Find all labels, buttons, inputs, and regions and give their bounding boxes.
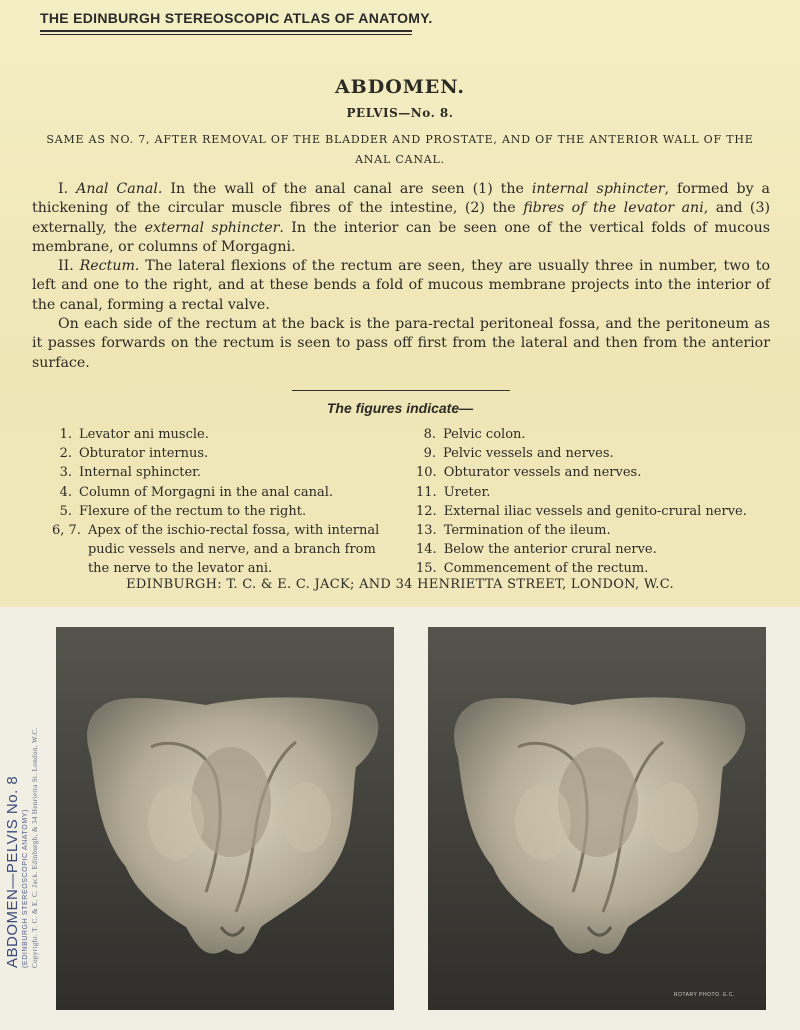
legend-number: 9.: [423, 446, 436, 462]
pelvis-specimen-image: [428, 627, 766, 1010]
legend-list-right: [416, 425, 786, 579]
body-text: [32, 180, 770, 373]
paragraph-text: . In the interior can be seen one of the vertical folds of mucous membrane, or columns of Morgagni.: [32, 219, 770, 255]
legend-item: [52, 463, 397, 482]
legend-text: External iliac vessels and genito-crural nerve.: [443, 503, 747, 519]
legend-item: [416, 540, 786, 559]
photo-credit: ROTARY PHOTO. E.C.: [674, 992, 735, 998]
legend-item: [52, 425, 397, 444]
section-number: I.: [58, 181, 77, 197]
legend-text: Below the anterior crural nerve.: [443, 542, 657, 558]
legend-text: Flexure of the rectum to the right.: [79, 503, 307, 519]
legend-item: [416, 483, 786, 502]
paragraph-text: , and (3) externally, the: [32, 200, 771, 236]
pelvis-specimen-image: [56, 627, 394, 1010]
legend-list-left: [52, 425, 397, 579]
legend-item: [416, 502, 786, 521]
section-divider: [292, 390, 510, 391]
legend-text: Apex of the ischio-rectal fossa, with internal pudic vessels and nerve, and a branch from the nerve to the levator ani.: [87, 523, 380, 577]
legend-number: 11.: [416, 484, 437, 500]
stereo-photo-right: [428, 627, 766, 1010]
legend-item: [416, 425, 786, 444]
page-subtitle: PELVIS—No. 8.: [346, 106, 454, 120]
paragraph-peritoneum: On each side of the rectum at the back is the para-rectal peritoneal fossa, and the peritoneum as it passes forwards on the rectum is seen to pass off first from the lateral and then from the anterior surface.: [32, 316, 770, 371]
legend-item: [52, 502, 397, 521]
legend-item: [52, 444, 397, 463]
legend-number: 3.: [59, 465, 72, 481]
legend-text: Column of Morgagni in the anal canal.: [79, 484, 334, 500]
legend-text: Ureter.: [443, 484, 491, 500]
legend-number: 2.: [59, 446, 72, 462]
term-external-sphincter: external sphincter: [144, 219, 280, 236]
side-title: ABDOMEN—PELVIS No. 8: [4, 775, 21, 968]
legend-item: [416, 521, 786, 540]
section-heading: Rectum.: [79, 258, 140, 275]
paragraph-rectum: [32, 257, 770, 315]
term-levator-fibres: fibres of the levator ani: [523, 200, 704, 217]
paragraph-text: The lateral flexions of the rectum are seen, they are usually three in number, two to left and one to the right, and at these bends a fold of mucous membrane projects into the interior of the canal, forming a rectal valve.: [32, 258, 770, 313]
legend-item: [52, 483, 397, 502]
specimen-caption: SAME AS NO. 7, AFTER REMOVAL OF THE BLADDER AND PROSTATE, AND OF THE ANTERIOR WALL OF THE ANAL CANAL.: [46, 133, 754, 166]
legend-number: 6, 7.: [52, 523, 81, 539]
legend-number: 1.: [59, 427, 72, 442]
term-internal-sphincter: internal sphincter: [531, 181, 665, 197]
side-publisher: (EDINBURGH STEREOSCOPIC ANATOMY): [22, 809, 29, 968]
legend-text: Termination of the ileum.: [443, 523, 611, 539]
section-heading: Anal Canal.: [76, 181, 163, 197]
legend-number: 4.: [59, 484, 72, 500]
legend-text: Obturator vessels and nerves.: [443, 465, 642, 481]
legend-item: [416, 559, 786, 578]
header-rule-thin: [40, 34, 412, 35]
legend-text: Levator ani muscle.: [79, 427, 209, 442]
legend-text: Internal sphincter.: [79, 465, 202, 481]
legend-text: Obturator internus.: [79, 446, 209, 462]
legend-text: Commencement of the rectum.: [443, 561, 649, 577]
paragraph-text: , formed by a thickening of the circular muscle fibres of the intestine, (2) the: [32, 181, 770, 217]
header-rule: [40, 30, 412, 32]
paragraph-anal-canal: [32, 180, 770, 257]
side-copyright: Copyright. T. C. & E. C. Jack. Edinburgh, & 34 Henrietta St. London, W.C.: [31, 727, 39, 968]
publisher-line: EDINBURGH: T. C. & E. C. JACK; AND 34 HENRIETTA STREET, LONDON, W.C.: [126, 577, 674, 592]
paragraph-text: In the wall of the anal canal are seen (1) the: [162, 181, 532, 197]
legend-text: Pelvic colon.: [443, 427, 526, 442]
legend-number: 14.: [416, 542, 437, 558]
atlas-title: THE EDINBURGH STEREOSCOPIC ATLAS OF ANATOMY.: [40, 10, 433, 26]
legend-number: 8.: [423, 427, 436, 442]
legend-item: [416, 444, 786, 463]
legend-number: 5.: [59, 503, 72, 519]
legend-text: Pelvic vessels and nerves.: [443, 446, 614, 462]
legend-number: 12.: [416, 503, 437, 519]
legend-heading: The figures indicate—: [326, 400, 474, 416]
legend-item: [416, 463, 786, 482]
legend-number: 10.: [416, 465, 437, 481]
section-number: II.: [58, 258, 80, 275]
legend-item: [52, 521, 397, 579]
page-title: ABDOMEN.: [334, 76, 466, 98]
legend-number: 13.: [416, 523, 437, 539]
legend-number: 15.: [416, 561, 437, 577]
stereo-photo-left: [56, 627, 394, 1010]
